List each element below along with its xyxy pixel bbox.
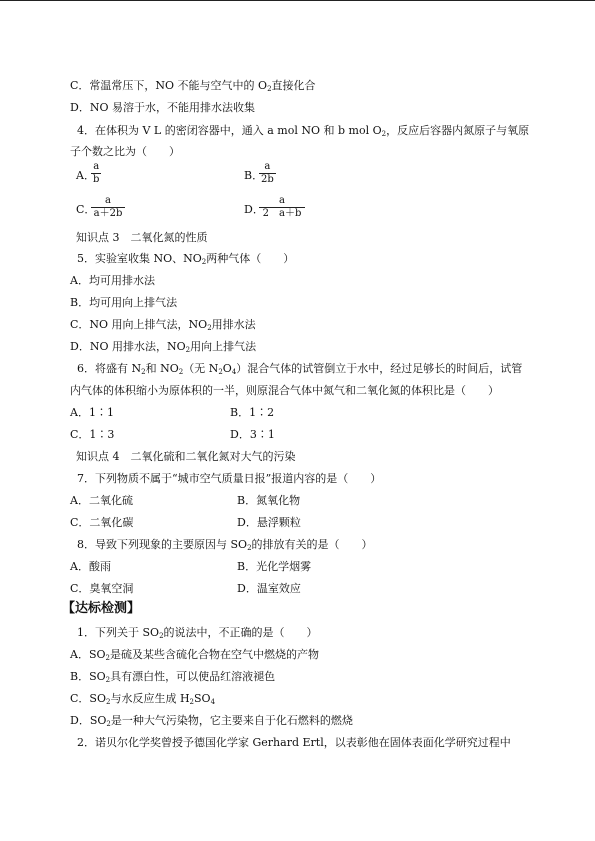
q8-option-b: B．光化学烟雾 xyxy=(237,560,312,573)
q7-option-a: A．二氧化硫 xyxy=(70,494,133,507)
q4-stem-line1: 4．在体积为 V L 的密闭容器中，通入 a mol NO 和 b mol $O_2$，反应后容器内氮原子与氧原 xyxy=(77,124,530,138)
q4-option-d-fraction xyxy=(259,195,305,220)
denominator: 2b xyxy=(261,174,274,185)
q4-option-c-label: C． xyxy=(76,203,96,216)
numerator: a xyxy=(91,161,101,174)
t1-option-b: B．$SO_2$具有漂白性，可以使品红溶液褪色 xyxy=(70,670,276,684)
q6-option-d: D．3∶1 xyxy=(230,428,275,441)
q5-option-c: C．NO 用向上排气法，$NO_2$用排水法 xyxy=(70,318,256,332)
q4-stem-line2: 子个数之比为（ ） xyxy=(70,145,180,158)
q7-stem: 7．下列物质不属于“城市空气质量日报”报道内容的是（ ） xyxy=(77,472,382,485)
q4-option-a-label: A． xyxy=(76,169,95,182)
section-title: 【达标检测】 xyxy=(62,601,141,616)
numerator: a xyxy=(91,195,125,208)
q7-option-b: B．氮氧化物 xyxy=(237,494,301,507)
q8-option-a: A．酸雨 xyxy=(70,560,111,573)
q3-option-d: D．NO 易溶于水，不能用排水法收集 xyxy=(70,101,255,114)
q6-option-b: B．1∶2 xyxy=(230,406,275,419)
q4-option-b-fraction xyxy=(259,161,276,186)
q8-option-d: D．温室效应 xyxy=(237,582,301,595)
top-rule xyxy=(0,0,595,1)
q5-option-a: A．均可用排水法 xyxy=(70,274,155,287)
q3-option-c: C．常温常压下，NO 不能与空气中的 $O_2$直接化合 xyxy=(70,79,316,93)
q5-option-b: B．均可用向上排气法 xyxy=(70,296,178,309)
t1-option-d: D．$SO_2$是一种大气污染物，它主要来自于化石燃料的燃烧 xyxy=(70,714,353,728)
q6-option-c: C．1∶3 xyxy=(70,428,115,441)
q4-option-d-label: D． xyxy=(244,203,264,216)
knowledge-point-3: 知识点 3 二氧化氮的性质 xyxy=(76,231,208,244)
t1-option-c: C．$SO_2$与水反应生成 $H_2SO_4$ xyxy=(70,692,216,706)
t1-stem: 1．下列关于 $SO_2$的说法中，不正确的是（ ） xyxy=(77,626,318,640)
numerator: a xyxy=(259,195,305,208)
q8-stem: 8．导致下列现象的主要原因与 $SO_2$的排放有关的是（ ） xyxy=(77,538,373,552)
q6-stem-line1: 6．将盛有 $N_2$和 $NO_2$（无 $N_2O_4$）混合气体的试管倒立于水中，经过足够长的时间后，试管 xyxy=(77,362,523,376)
t2-stem: 2．诺贝尔化学奖曾授予德国化学家 Gerhard Ertl，以表彰他在固体表面化学研究过程中 xyxy=(77,736,511,749)
q7-option-d: D．悬浮颗粒 xyxy=(237,516,301,529)
q6-stem-line2: 内气体的体积缩小为原体积的一半，则原混合气体中氮气和二氧化氮的体积比是（ ） xyxy=(70,384,499,397)
q4-option-b-label: B． xyxy=(244,169,264,182)
q4-option-c-fraction xyxy=(91,195,125,220)
numerator: a xyxy=(259,161,276,174)
denominator: b xyxy=(93,174,100,185)
q7-option-c: C．二氧化碳 xyxy=(70,516,134,529)
denominator: a＋2b xyxy=(93,208,123,219)
q5-option-d: D．NO 用排水法，$NO_2$用向上排气法 xyxy=(70,340,257,354)
q8-option-c: C．臭氧空洞 xyxy=(70,582,134,595)
q4-option-a-fraction xyxy=(91,161,101,186)
knowledge-point-4: 知识点 4 二氧化硫和二氧化氮对大气的污染 xyxy=(76,450,296,463)
q5-stem: 5．实验室收集 NO、$NO_2$两种气体（ ） xyxy=(77,252,295,266)
denominator: 2 a＋b xyxy=(262,208,302,219)
q6-option-a: A．1∶1 xyxy=(70,406,114,419)
t1-option-a: A．$SO_2$是硫及某些含硫化合物在空气中燃烧的产物 xyxy=(70,648,319,662)
